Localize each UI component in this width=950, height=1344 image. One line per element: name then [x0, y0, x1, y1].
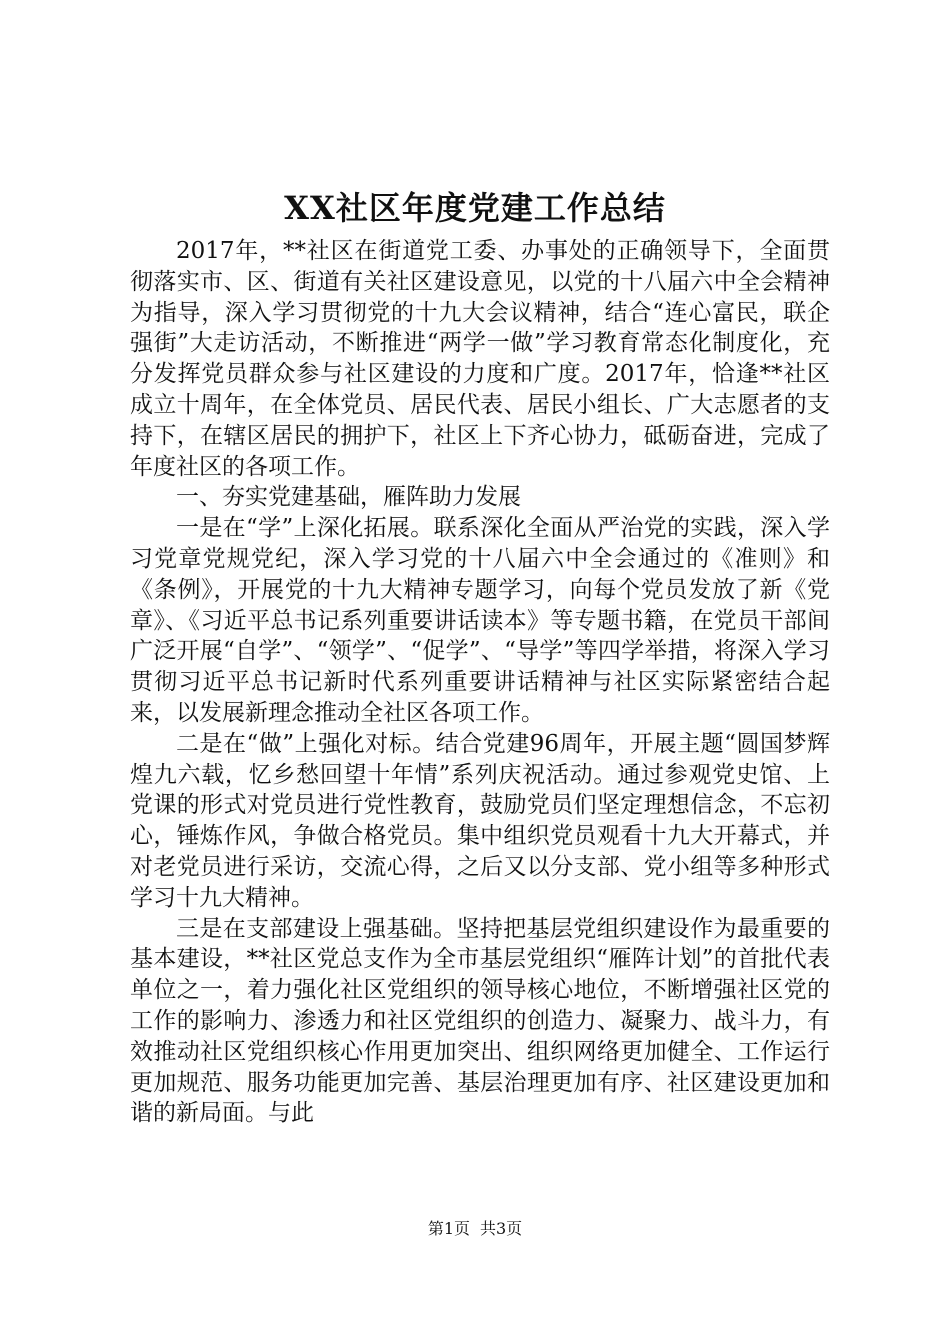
- intro-paragraph: 2017年，**社区在街道党工委、办事处的正确领导下，全面贯彻落实市、区、街道有关社区建设意见，以党的十八届六中全会精神为指导，深入学习贯彻党的十九大会议精神，结合“连心富民，联企强街”大走访活动，不断推进“两学一做”学习教育常态化制度化，充分发挥党员群众参与社区建设的力度和广度。2017年，恰逢**社区成立十周年，在全体党员、居民代表、居民小组长、广大志愿者的支持下，在辖区居民的拥护下，社区上下齐心协力，砥砺奋进，完成了年度社区的各项工作。: [130, 238, 830, 480]
- document-title: XX社区年度党建工作总结: [284, 189, 666, 227]
- paragraph-action: 二是在“做”上强化对标。结合党建96周年，开展主题“圆国梦辉煌九六载，忆乡愁回望十年情”系列庆祝活动。通过参观党史馆、上党课的形式对党员进行党性教育，鼓励党员们坚定理想信念，不忘初心，锤炼作风，争做合格党员。集中组织党员观看十九大开幕式，并对老党员进行采访，交流心得，之后又以分支部、党小组等多种形式学习十九大精神。: [130, 730, 830, 911]
- paragraph-branch: 三是在支部建设上强基础。坚持把基层党组织建设作为最重要的基本建设，**社区党总支作为全市基层党组织“雁阵计划”的首批代表单位之一，着力强化社区党组织的领导核心地位，不断增强社区党的工作的影响力、渗透力和社区党组织的创造力、凝聚力、战斗力，有效推动社区党组织核心作用更加突出、组织网络更加健全、工作运行更加规范、服务功能更加完善、基层治理更加有序、社区建设更加和谐的新局面。与此: [130, 915, 830, 1127]
- section-heading: 一、夯实党建基础，雁阵助力发展: [176, 484, 521, 511]
- page-number: 第1页: [427, 1219, 470, 1238]
- page-footer: [0, 1218, 950, 1240]
- document-body: [130, 236, 830, 1129]
- paragraph-study: 一是在“学”上深化拓展。联系深化全面从严治党的实践，深入学习党章党规党纪，深入学习党的十八届六中全会通过的《准则》和《条例》，开展党的十九大精神专题学习，向每个党员发放了新《党章》、《习近平总书记系列重要讲话读本》等专题书籍，在党员干部间广泛开展“自学”、“领学”、“促学”、“导学”等四学举措，将深入学习贯彻习近平总书记新时代系列重要讲话精神与社区实际紧密结合起来，以发展新理念推动全社区各项工作。: [130, 515, 830, 726]
- page-total: 共3页: [480, 1219, 523, 1238]
